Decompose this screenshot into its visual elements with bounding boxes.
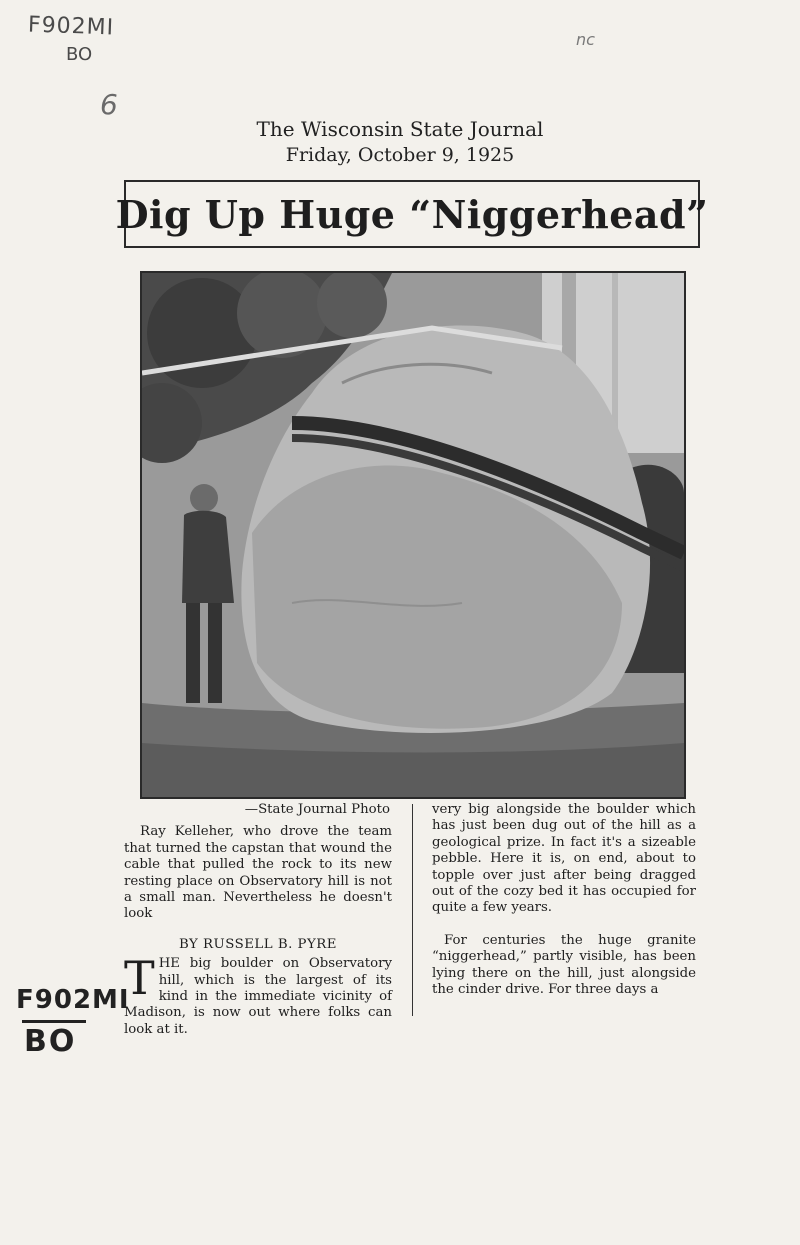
masthead bbox=[140, 116, 660, 168]
article-body-part-2: For centuries the huge granite “niggerhead,” partly visible, has been lying there on the hill, just alongside the cinder drive. For three days a bbox=[432, 932, 696, 998]
left-column bbox=[124, 802, 392, 1038]
right-column bbox=[432, 802, 696, 998]
photo-illustration bbox=[142, 273, 684, 797]
photo-caption-part-2: very big alongside the boulder which has just been dug out of the hill as a geological prize. In fact it's a sizeable pebble. Here it is, on end, about to topple over just after being dragged out of the cozy bed it has occupied for quite a few years. bbox=[432, 802, 696, 916]
handwritten-page-number: 6 bbox=[100, 88, 118, 121]
headline: Dig Up Huge “Niggerhead” bbox=[115, 191, 709, 237]
boulder-photo bbox=[140, 271, 686, 799]
column-divider bbox=[412, 804, 413, 1016]
article-body-text-1: HE big boulder on Observatory hill, which is the largest of its kind in the immediate vicinity of Madison, is now out where folks can look at it. bbox=[124, 956, 392, 1037]
drop-cap: T bbox=[124, 951, 155, 1006]
photo-credit: —State Journal Photo bbox=[244, 802, 390, 817]
handwritten-margin-subcode: BO bbox=[24, 1024, 77, 1059]
newspaper-name: The Wisconsin State Journal bbox=[256, 117, 544, 141]
handwritten-catalog-code: F902MI bbox=[27, 12, 115, 41]
headline-box bbox=[115, 180, 709, 248]
byline: BY RUSSELL B. PYRE bbox=[178, 936, 337, 952]
handwritten-underline bbox=[22, 1020, 86, 1023]
photo-caption-part-1: Ray Kelleher, who drove the team that turned the capstan that wound the cable that pulled the rock to its new resting place on Observatory hill is not a small man. Nevertheless he doesn't look bbox=[124, 824, 392, 922]
publication-date: Friday, October 9, 1925 bbox=[285, 144, 515, 166]
article-body-part-1 bbox=[124, 951, 392, 1038]
handwritten-margin-code: F902MI bbox=[16, 985, 130, 1015]
handwritten-catalog-subcode: BO bbox=[66, 44, 93, 65]
handwritten-corner-mark: nc bbox=[576, 30, 595, 49]
